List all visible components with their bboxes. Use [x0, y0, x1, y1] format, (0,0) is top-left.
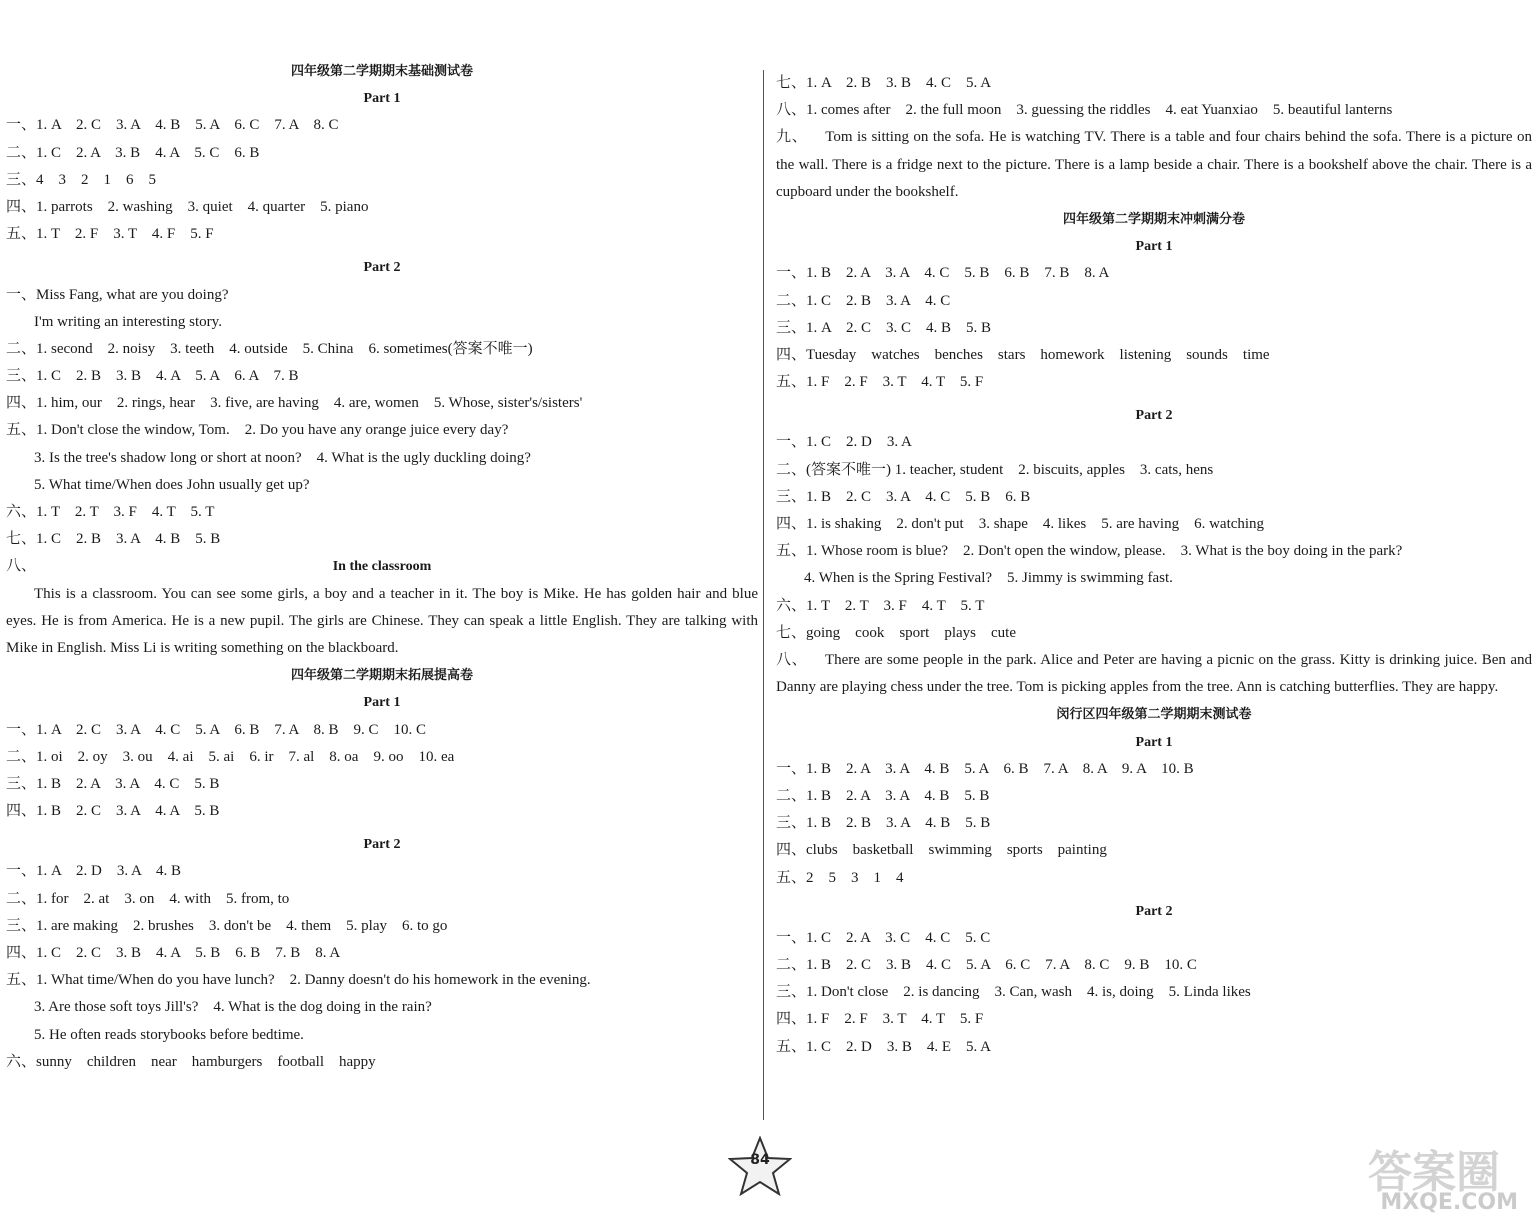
answer-line: 五、1. Don't close the window, Tom. 2. Do you have any orange juice every day? [6, 422, 509, 439]
answer-line: 五、2 5 3 1 4 [776, 869, 904, 886]
answer-line: 六、sunny children near hamburgers football happy [6, 1053, 376, 1070]
answer-line: 一、Miss Fang, what are you doing? [6, 286, 229, 303]
answer-line: 三、1. C 2. B 3. B 4. A 5. A 6. A 7. B [6, 368, 299, 385]
part-heading: Part 2 [1135, 408, 1173, 424]
answer-line: 一、1. C 2. A 3. C 4. C 5. C [776, 929, 991, 946]
answer-line: 七、going cook sport plays cute [776, 624, 1016, 641]
answer-line: I'm writing an interesting story. [34, 313, 222, 330]
answer-line: 八、1. comes after 2. the full moon 3. guessing the riddles 4. eat Yuanxiao 5. beautiful lanterns [776, 102, 1393, 119]
answer-line: 二、1. C 2. A 3. B 4. A 5. C 6. B [6, 144, 260, 161]
answer-line: 四、Tuesday watches benches stars homework listening sounds time [776, 346, 1270, 363]
left-column [6, 58, 758, 1076]
answer-line: 二、1. second 2. noisy 3. teeth 4. outside 5. China 6. sometimes(答案不唯一) [6, 340, 533, 357]
answer-line: 四、1. is shaking 2. don't put 3. shape 4. likes 5. are having 6. watching [776, 516, 1265, 533]
part-heading: Part 2 [363, 260, 401, 276]
answer-line: 五、1. Whose room is blue? 2. Don't open the window, please. 3. What is the boy doing in the park? [776, 543, 1403, 560]
question-label: 八、 [6, 558, 37, 575]
part-heading: Part 2 [363, 837, 401, 853]
answer-line: 三、1. B 2. B 3. A 4. B 5. B [776, 815, 991, 832]
answer-line: 五、1. F 2. F 3. T 4. T 5. F [776, 374, 984, 391]
section-title: 四年级第二学期期末拓展提高卷 [290, 668, 473, 684]
column-divider [763, 70, 764, 1120]
answer-line: 二、1. B 2. A 3. A 4. B 5. B [776, 787, 990, 804]
answer-line: 5. What time/When does John usually get up? [34, 476, 310, 493]
answer-line: 一、1. A 2. D 3. A 4. B [6, 863, 182, 880]
answer-line: 4. When is the Spring Festival? 5. Jimmy is swimming fast. [804, 570, 1173, 587]
answer-line: 一、1. A 2. C 3. A 4. B 5. A 6. C 7. A 8. C [6, 117, 339, 134]
answer-line: 四、1. him, our 2. rings, hear 3. five, are having 4. are, women 5. Whose, sister's/sisters' [6, 395, 583, 412]
answer-line: 六、1. T 2. T 3. F 4. T 5. T [776, 597, 985, 614]
answer-line: 五、1. C 2. D 3. B 4. E 5. A [776, 1038, 992, 1055]
answer-line: 一、1. C 2. D 3. A [776, 434, 912, 451]
answer-line: 三、1. Don't close 2. is dancing 3. Can, wash 4. is, doing 5. Linda likes [776, 984, 1251, 1001]
part-heading: Part 1 [1135, 239, 1173, 255]
essay-text: There are some people in the park. Alice and Peter are having a picnic on the grass. Kitty is drinking juice. Ben and Danny are playing chess under the tree. Tom is picking apples from the tree. Ann is catching butterflies. They are happy. [776, 651, 1532, 696]
part-heading: Part 2 [1135, 903, 1173, 919]
section-title: 闵行区四年级第二学期期末测试卷 [1056, 707, 1252, 723]
answer-line: 3. Is the tree's shadow long or short at noon? 4. What is the ugly duckling doing? [34, 449, 531, 466]
essay-title: In the classroom [332, 559, 432, 575]
essay-paragraph [776, 124, 1532, 206]
page-number: 84 [750, 1152, 770, 1168]
answer-line: 二、1. for 2. at 3. on 4. with 5. from, to [6, 890, 290, 907]
answer-line: 三、1. are making 2. brushes 3. don't be 4. them 5. play 6. to go [6, 917, 448, 934]
right-column [776, 70, 1532, 1061]
answer-line: 四、1. C 2. C 3. B 4. A 5. B 6. B 7. B 8. A [6, 945, 341, 962]
question-label: 八、 [776, 651, 808, 668]
watermark-logo: 答案圈 [1368, 1147, 1500, 1198]
section-title: 四年级第二学期期末基础测试卷 [290, 64, 473, 79]
answer-line: 三、1. B 2. C 3. A 4. C 5. B 6. B [776, 488, 1031, 505]
question-label: 九、 [776, 129, 808, 146]
answer-line: 二、1. C 2. B 3. A 4. C [776, 292, 951, 309]
answer-line: 一、1. A 2. C 3. A 4. C 5. A 6. B 7. A 8. B 9. C 10. C [6, 721, 427, 738]
answer-line: 二、(答案不唯一) 1. teacher, student 2. biscuits, apples 3. cats, hens [776, 461, 1214, 478]
answer-line: 四、clubs basketball swimming sports painting [776, 842, 1107, 859]
answer-line: 一、1. B 2. A 3. A 4. C 5. B 6. B 7. B 8. A [776, 265, 1110, 282]
answer-line: 四、1. B 2. C 3. A 4. A 5. B [6, 803, 220, 820]
part-heading: Part 1 [1135, 734, 1173, 750]
answer-line: 七、1. A 2. B 3. B 4. C 5. A [776, 75, 992, 91]
section-title: 四年级第二学期期末冲刺满分卷 [1062, 211, 1245, 227]
answer-line: 二、1. B 2. C 3. B 4. C 5. A 6. C 7. A 8. C 9. B 10. C [776, 957, 1197, 974]
answer-line: 五、1. What time/When do you have lunch? 2. Danny doesn't do his homework in the evening. [6, 972, 591, 989]
part-heading: Part 1 [363, 91, 401, 107]
answer-line: 三、4 3 2 1 6 5 [6, 171, 157, 188]
essay-heading-row [6, 553, 758, 580]
answer-line: 三、1. A 2. C 3. C 4. B 5. B [776, 319, 992, 336]
answer-line: 一、1. B 2. A 3. A 4. B 5. A 6. B 7. A 8. A 9. A 10. B [776, 760, 1194, 777]
answer-line: 七、1. C 2. B 3. A 4. B 5. B [6, 531, 221, 548]
answer-line: 二、1. oi 2. oy 3. ou 4. ai 5. ai 6. ir 7. al 8. oa 9. oo 10. ea [6, 748, 455, 765]
answer-line: 五、1. T 2. F 3. T 4. F 5. F [6, 226, 214, 243]
essay-paragraph: This is a classroom. You can see some girls, a boy and a teacher in it. The boy is Mike. He has golden hair and blue eyes. He is from America. He is a new pupil. The girls are Chinese. They can speak a little English. They are talking with Mike in English. Miss Li is writing something on the blackboard. [6, 585, 758, 656]
essay-paragraph [776, 647, 1532, 701]
answer-line: 四、1. F 2. F 3. T 4. T 5. F [776, 1011, 984, 1028]
answer-line: 3. Are those soft toys Jill's? 4. What is the dog doing in the rain? [34, 999, 432, 1016]
essay-text: Tom is sitting on the sofa. He is watching TV. There is a table and four chairs behind the sofa. There is a picture on the wall. There is a fridge next to the picture. There is a lamp beside a chair. There is a bookshelf above the chair. There is a cupboard under the bookshelf. [776, 129, 1532, 200]
answer-line: 四、1. parrots 2. washing 3. quiet 4. quarter 5. piano [6, 198, 369, 215]
answer-line: 5. He often reads storybooks before bedtime. [34, 1026, 304, 1043]
part-heading: Part 1 [363, 695, 401, 711]
answer-line: 三、1. B 2. A 3. A 4. C 5. B [6, 775, 220, 792]
watermark-url: MXQE.COM [1380, 1190, 1518, 1215]
answer-line: 六、1. T 2. T 3. F 4. T 5. T [6, 504, 215, 520]
